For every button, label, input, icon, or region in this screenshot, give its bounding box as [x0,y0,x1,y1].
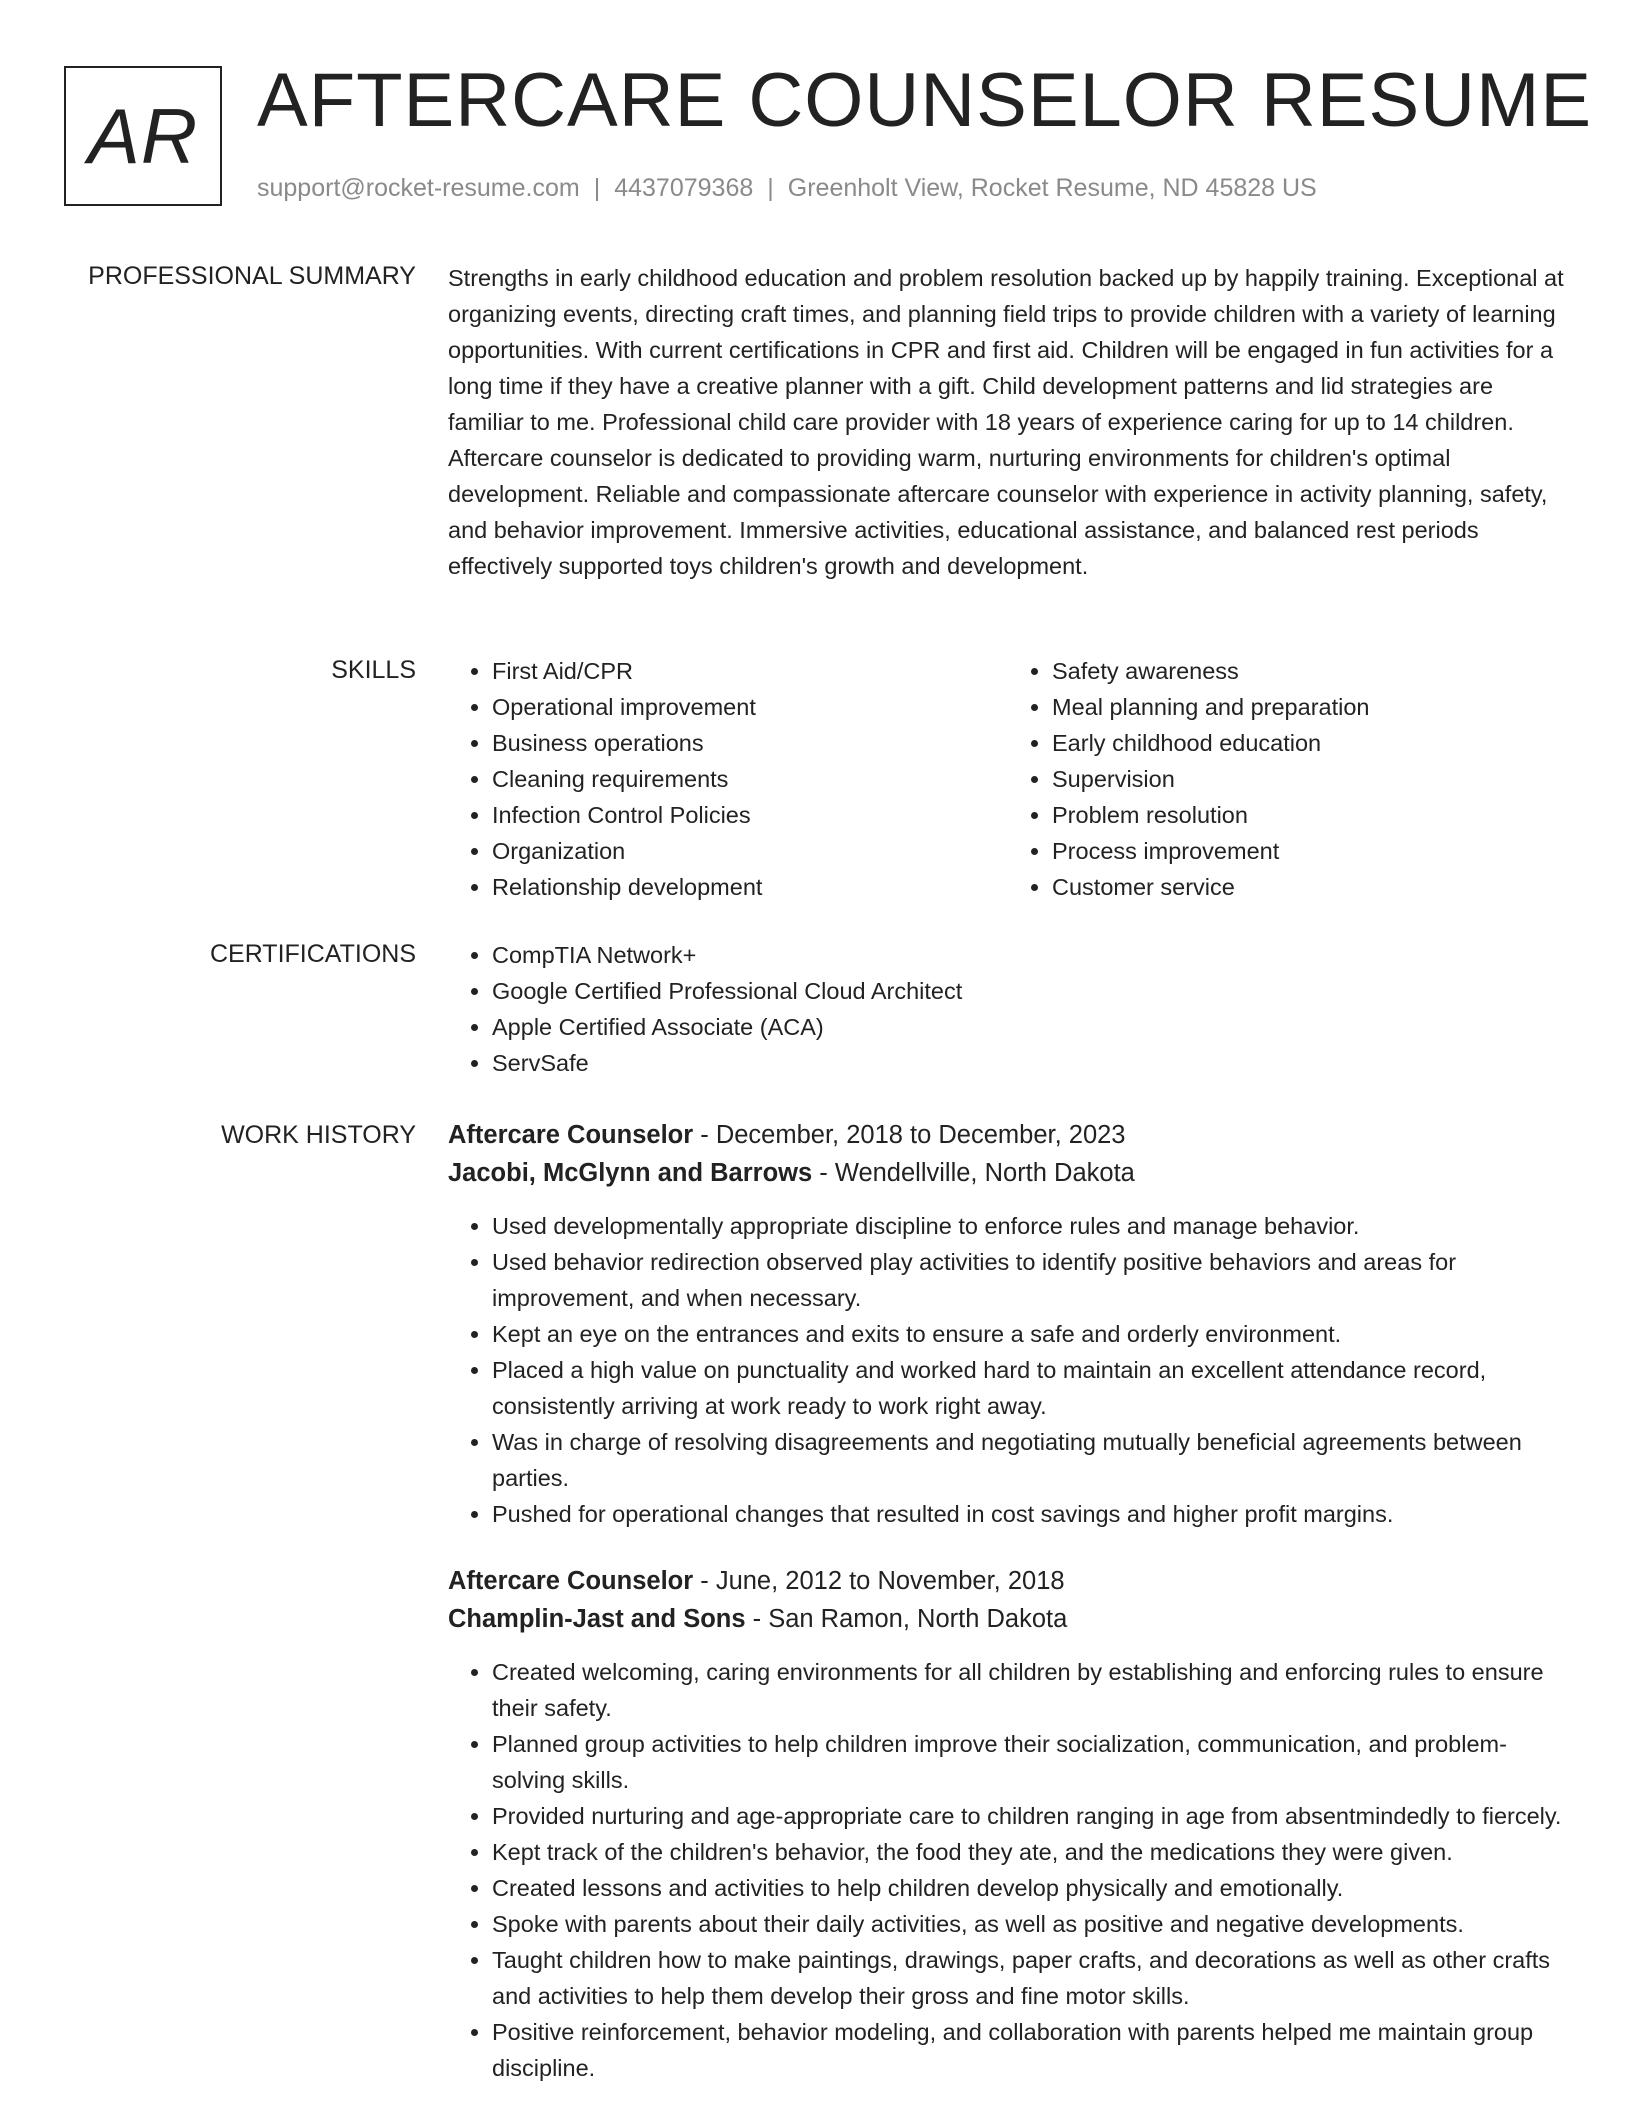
skill-item: • Business operations [492,725,1008,761]
section-label-skills: SKILLS [331,656,416,684]
skill-item: • Problem resolution [1052,797,1568,833]
job-bullet: • Created lessons and activities to help children develop physically and emotionally. [492,1870,1568,1906]
contact-separator: | [767,174,774,202]
contact-phone[interactable]: 4437079368 [614,174,754,202]
contact-address: Greenholt View, Rocket Resume, ND 45828 US [787,174,1317,202]
certifications-list [448,937,1568,1081]
skill-item: • Early childhood education [1052,725,1568,761]
job-bullet: • Provided nurturing and age-appropriate care to children ranging in age from absentmindedly to fiercely. [492,1798,1568,1834]
job-bullet: • Used behavior redirection observed play activities to identify positive behaviors and areas for improvement, and when necessary. [492,1244,1568,1316]
job-company-line [448,1600,1568,1638]
job-title-line [448,1562,1568,1600]
job-bullet: • Taught children how to make paintings, drawings, paper crafts, and decorations as well as other crafts and activities to help them develop their gross and fine motor skills. [492,1942,1568,2014]
skill-item: • Operational improvement [492,689,1008,725]
summary-section [448,260,1568,584]
skill-item: • Customer service [1052,869,1568,905]
job-bullet: • Placed a high value on punctuality and worked hard to maintain an excellent attendance record, consistently arriving at work ready to work right away. [492,1352,1568,1424]
certification-item: • ServSafe [492,1045,1568,1081]
job-bullet: • Spoke with parents about their daily activities, as well as positive and negative developments. [492,1906,1568,1942]
job-bullet: • Created welcoming, caring environments for all children by establishing and enforcing rules to ensure their safety. [492,1654,1568,1726]
contact-line [257,174,1317,203]
skill-item: • Safety awareness [1052,653,1568,689]
skills-grid [448,653,1568,905]
certifications-section [448,937,1568,1081]
job-bullet: • Pushed for operational changes that resulted in cost savings and higher profit margins. [492,1496,1568,1532]
job-title: Aftercare Counselor [448,1567,694,1595]
job-bullets [448,1208,1568,1532]
contact-separator: | [593,174,601,202]
certification-item: • Google Certified Professional Cloud Architect [492,973,1568,1009]
skills-list-left [448,653,1008,905]
certification-item: • Apple Certified Associate (ACA) [492,1009,1568,1045]
skill-item: • Organization [492,833,1008,869]
work-history-section [448,1116,1568,2116]
skill-item: • Supervision [1052,761,1568,797]
skill-item: • Process improvement [1052,833,1568,869]
job-bullet: • Kept an eye on the entrances and exits to ensure a safe and orderly environment. [492,1316,1568,1352]
skill-item: • Relationship development [492,869,1008,905]
skill-item: • Infection Control Policies [492,797,1008,833]
skill-item: • Meal planning and preparation [1052,689,1568,725]
job-dates: - December, 2018 to December, 2023 [693,1121,1126,1149]
job-bullet: • Kept track of the children's behavior, the food they ate, and the medications they were given. [492,1834,1568,1870]
summary-text: Strengths in early childhood education and problem resolution backed up by happily training. Exceptional at organizing events, directing craft times, and planning field trips to provide children with a variety of learning opportunities. With current certifications in CPR and first aid. Children will be engaged in fun activities for a long time if they have a creative planner with a gift. Child development patterns and lid strategies are familiar to me. Professional child care provider with 18 years of experience caring for up to 14 children. Aftercare counselor is dedicated to providing warm, nurturing environments for children's optimal development. Reliable and compassionate aftercare counselor with experience in activity planning, safety, and behavior improvement. Immersive activities, educational assistance, and balanced rest periods effectively supported toys children's growth and development. [448,265,1564,579]
job-entry [448,1562,1568,2086]
job-bullet: • Planned group activities to help children improve their socialization, communication, and problem-solving skills. [492,1726,1568,1798]
job-bullet: • Was in charge of resolving disagreements and negotiating mutually beneficial agreements between parties. [492,1424,1568,1496]
skill-item: • Cleaning requirements [492,761,1008,797]
job-dates: - June, 2012 to November, 2018 [693,1567,1065,1595]
job-entry [448,1116,1568,1532]
section-label-work-history: WORK HISTORY [221,1121,416,1149]
section-label-summary: PROFESSIONAL SUMMARY [88,262,416,290]
initials-monogram: AR [64,66,222,206]
certification-item: • CompTIA Network+ [492,937,1568,973]
page-title: AFTERCARE COUNSELOR RESUME [257,58,1593,143]
job-title: Aftercare Counselor [448,1121,694,1149]
job-location: - Wendellville, North Dakota [812,1159,1135,1187]
contact-email[interactable]: support@rocket-resume.com [257,174,580,202]
skills-list-right [1008,653,1568,905]
job-company-line [448,1154,1568,1192]
job-bullets [448,1654,1568,2086]
skill-item: • First Aid/CPR [492,653,1008,689]
job-title-line [448,1116,1568,1154]
job-bullet: • Used developmentally appropriate discipline to enforce rules and manage behavior. [492,1208,1568,1244]
section-label-certifications: CERTIFICATIONS [209,940,416,968]
job-company: Champlin-Jast and Sons [448,1605,746,1633]
job-location: - San Ramon, North Dakota [745,1605,1068,1633]
job-company: Jacobi, McGlynn and Barrows [448,1159,813,1187]
skills-section [448,653,1568,905]
job-bullet: • Positive reinforcement, behavior modeling, and collaboration with parents helped me maintain group discipline. [492,2014,1568,2086]
